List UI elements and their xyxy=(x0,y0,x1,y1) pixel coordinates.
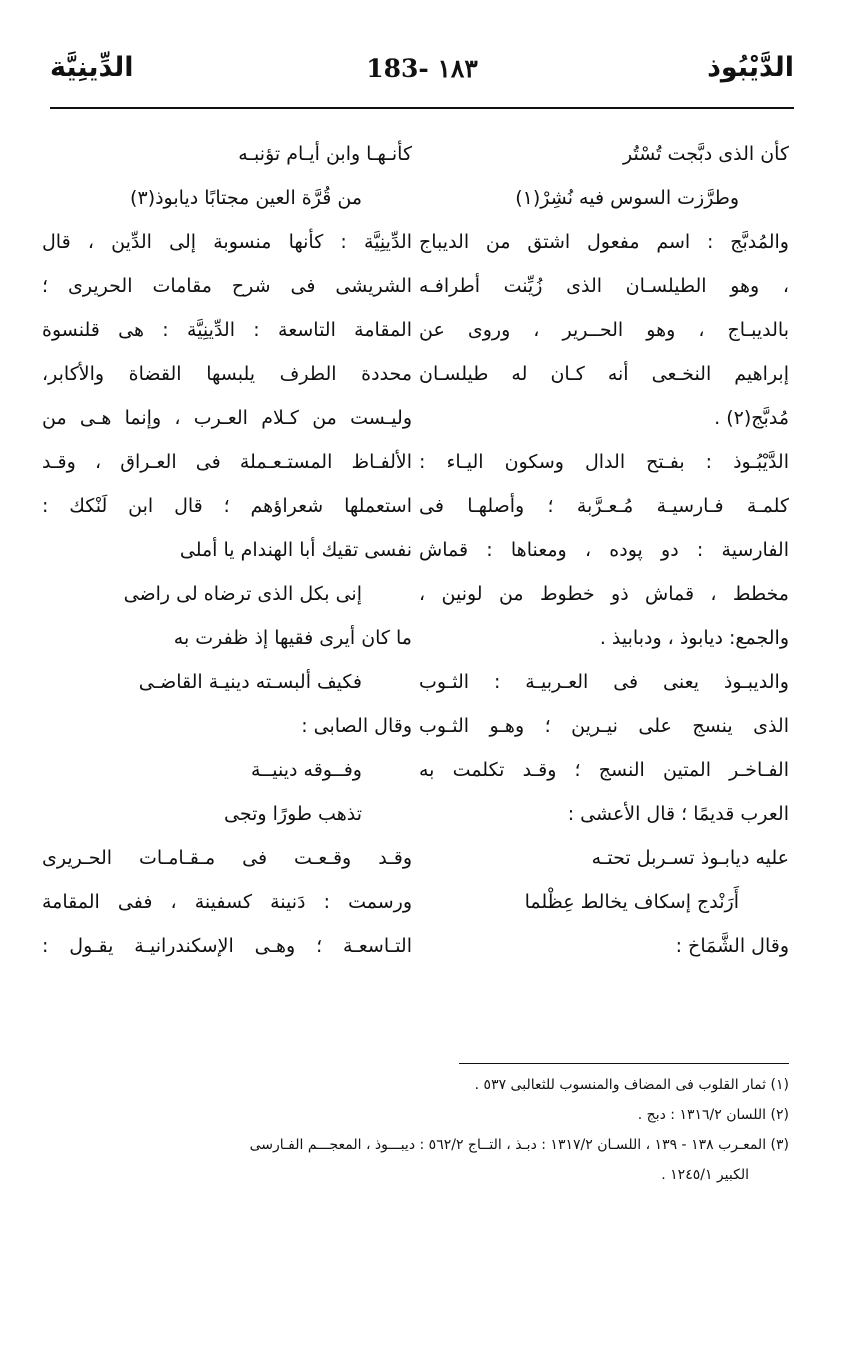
text-line: الذى ينسج على نيـرين ؛ وهـو الثـوب xyxy=(419,715,789,737)
text-line: وقـد وقـعـت فى مـقـامـات الحـريرى xyxy=(42,847,412,869)
right-headword: الدَّيْبُوذ xyxy=(707,52,794,83)
text-line: وقال الصابى : xyxy=(301,715,412,737)
verse-line: إنى بكل الذى ترضاه لى راضى xyxy=(123,583,362,605)
verse-line: تذهب طورًا وتجى xyxy=(224,803,362,825)
text-line: العرب قديمًا ؛ قال الأعشى : xyxy=(567,803,789,825)
text-line: كلمـة فـارسيـة مُـعـرَّبة ؛ وأصلهـا فى xyxy=(419,495,789,517)
page-header xyxy=(50,52,794,102)
verse-line: نفسى تقيك أبا الهندام يا أملى xyxy=(179,539,412,561)
text-line: وقال الشَّمَاخ : xyxy=(675,935,789,957)
verse-line: أَرَنْدج إسكاف يخالط عِظْلما xyxy=(524,891,739,913)
footnote: (١) ثمار القلوب فى المضاف والمنسوب للثعالبى ٥٣٧ . xyxy=(474,1077,789,1093)
page-number: ١٨٣ -183 xyxy=(366,54,478,83)
text-line: استعملها شعراؤهم ؛ قال ابن لَنْكك : xyxy=(42,495,412,517)
text-line: مخطط ، قماش ذو خطوط من لونين ، xyxy=(419,583,789,605)
text-line: كأن الذى دبَّجت تُسْتُر xyxy=(623,143,789,165)
text-line: مُدبَّج(٢) . xyxy=(714,407,789,429)
right-column xyxy=(419,132,789,968)
text-line: الشريشى فى شرح مقامات الحريرى ؛ xyxy=(42,275,412,297)
entry-heading-line: الدِّينِيَّة : كأنها منسوبة إلى الدِّين ، قال xyxy=(42,231,412,253)
footnotes xyxy=(60,1070,789,1190)
text-line: بالديبـاج ، وهو الحــرير ، وروى عن xyxy=(419,319,789,341)
verse-line: من قُرَّة العين مجتابًا ديابوذ(٣) xyxy=(130,187,362,209)
text-line: الفارسية : دو پوده ، ومعناها : قماش xyxy=(419,539,789,561)
text-line: محددة الطرف يلبسها القضاة والأكابر، xyxy=(42,363,412,385)
text-line: الألفـاظ المستـعـملة فى العـراق ، وقـد xyxy=(42,451,412,473)
text-line: وليـست من كـلام العـرب ، وإنما هـى من xyxy=(42,407,412,429)
footnote-continuation: الكبير ١٢٤٥/١ . xyxy=(661,1167,749,1183)
left-column xyxy=(42,132,412,968)
text-line: والمُدبَّج : اسم مفعول اشتق من الديباج xyxy=(419,231,789,253)
verse-line: فكيف ألبسـته دينيـة القاضـى xyxy=(138,671,362,693)
text-line: التـاسعـة ؛ وهـى الإسكندرانيـة يقـول : xyxy=(42,935,412,957)
verse-line: وفــوقه دينيــة xyxy=(250,759,362,781)
verse-line: كأنـهـا وابن أيـام تؤنبـه xyxy=(238,143,412,165)
text-line: ، وهو الطيلسـان الذى زُيِّنت أطرافـه xyxy=(419,275,789,297)
header-rule xyxy=(50,107,794,109)
text-line: وطرَّزت السوس فيه نُشِرْ(١) xyxy=(515,187,739,209)
text-line: والديبـوذ يعنى فى العـربيـة : الثـوب xyxy=(419,671,789,693)
footnote: (٢) اللسان ١٣١٦/٢ : دبج . xyxy=(637,1107,789,1123)
footnote-rule xyxy=(459,1063,789,1064)
entry-heading-line: الدَّيْبُـوذ : بفـتح الدال وسكون اليـاء : xyxy=(419,451,789,473)
verse-line: ما كان أيرى فقيها إذ ظفرت به xyxy=(173,627,412,649)
text-line: ورسمت : دَنينة كسفينة ، ففى المقامة xyxy=(42,891,412,913)
text-line: إبراهيم النخـعى أنه كـان له طيلسـان xyxy=(419,363,789,385)
text-line: الفـاخـر المتين النسج ؛ وقـد تكلمت به xyxy=(419,759,789,781)
left-headword: الدِّينِيَّة xyxy=(50,52,134,83)
text-line: والجمع: ديابوذ ، ودبابيذ . xyxy=(599,627,789,649)
verse-line: عليه ديابـوذ تسـربل تحتـه xyxy=(591,847,789,869)
text-line: المقامة التاسعة : الدِّينِيَّة : هى قلنسوة xyxy=(42,319,412,341)
footnote: (٣) المعـرب ١٣٨ - ١٣٩ ، اللسـان ١٣١٧/٢ : دبـذ ، التــاج ٥٦٢/٢ : ديبـــوذ ، المعجـــم الفـارسى xyxy=(249,1137,789,1153)
